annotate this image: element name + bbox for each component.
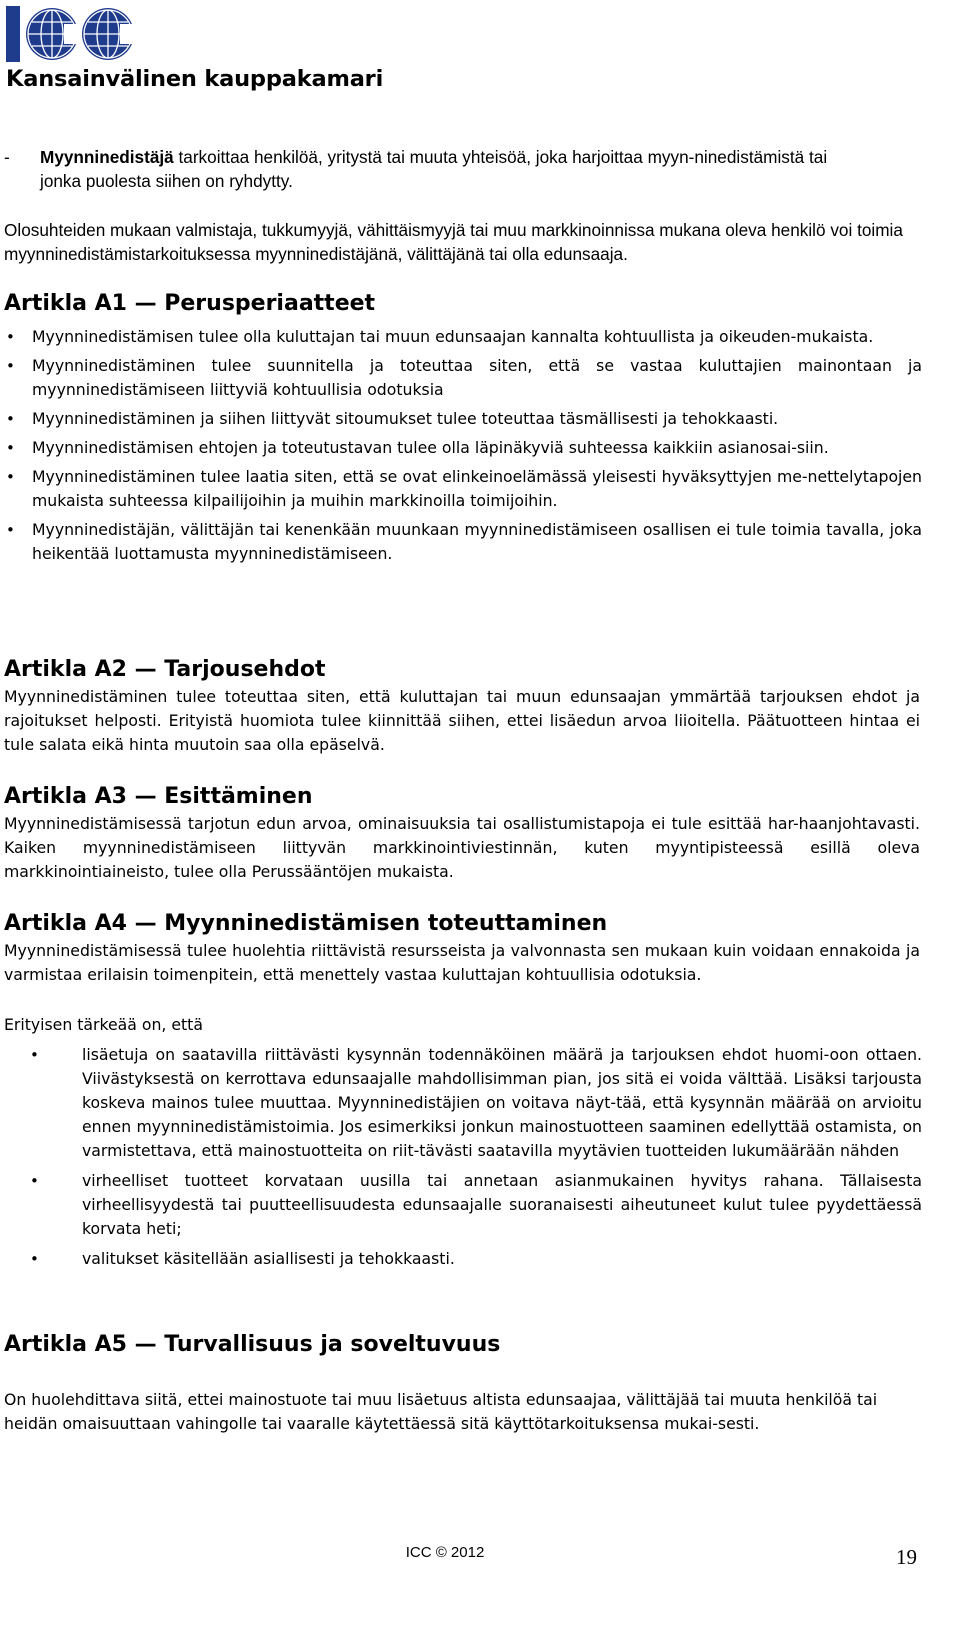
- article-a1-list: [32, 325, 922, 571]
- list-item: • valitukset käsitellään asiallisesti ja tehokkaasti.: [82, 1247, 922, 1271]
- article-a2-text: Myynninedistäminen tulee toteuttaa siten, että kuluttajan tai muun edunsaajan ymmärtää tarjouksen ehdot ja rajoitukset helposti. Erityistä huomiota tulee kiinnittää siihen, ettei lisäedun arvoa liioitella. Päätuotteen hintaa ei tule salata eikä hinta muutoin saa olla epäselvä.: [4, 687, 920, 754]
- article-a4-text: Myynninedistämisessä tulee huolehtia riittävistä resursseista ja valvonnasta sen mukaan kuin voidaan ennakoida ja varmistaa erilaisin toimenpitein, että menettely vastaa kuluttajan kohtuullisia odotuksia.: [4, 941, 920, 984]
- definition-body: tarkoittaa henkilöä, yritystä tai muuta yhteisöä, joka harjoittaa myyn-ninedistämistä tai jonka puolesta siihen on ryhdytty.: [40, 147, 828, 191]
- footer-copyright: ICC © 2012: [405, 1544, 485, 1561]
- article-a2-heading: Artikla A2 — Tarjousehdot: [4, 657, 326, 682]
- organization-name: Kansainvälinen kauppakamari: [6, 66, 384, 92]
- article-a5-heading: Artikla A5 — Turvallisuus ja soveltuvuus: [4, 1332, 501, 1357]
- article-a5-text: On huolehdittava siitä, ettei mainostuote tai muu lisäetuus altista edunsaajaa, välittäjää tai muuta henkilöä tai heidän omaisuuttaan vahingolle tai vaaralle käytettäessä sitä käyttötarkoituksensa mukai-sesti.: [4, 1390, 878, 1433]
- list-item: • Myynninedistäjän, välittäjän tai kenenkään muunkaan myynninedistämiseen osallisen ei tule toimia tavalla, joka heikentää luottamusta myynninedistämiseen.: [32, 518, 922, 566]
- definition-text: [40, 145, 860, 193]
- article-a4-intro: Erityisen tärkeää on, että: [4, 1015, 203, 1034]
- article-a4-heading: Artikla A4 — Myynninedistämisen toteuttaminen: [4, 911, 608, 936]
- page-number: 19: [896, 1545, 917, 1569]
- list-item: • Myynninedistäminen ja siihen liittyvät sitoumukset tulee toteuttaa täsmällisesti ja tehokkaasti.: [32, 407, 922, 431]
- list-item: • Myynninedistäminen tulee suunnitella ja toteuttaa siten, että se vastaa kuluttajien mainontaan ja myynninedistämiseen liittyviä kohtuullisia odotuksia: [32, 354, 922, 402]
- icc-logo: [6, 4, 136, 64]
- list-item: • lisäetuja on saatavilla riittävästi kysynnän todennäköinen määrä ja tarjouksen ehdot huomi-oon ottaen. Viivästyksestä on kerrottava edunsaajalle mahdollisimman pian, jos sitä ei voida välttää. Lisäksi tarjousta koskeva mainos tulee muuttaa. Myynninedistäjien on voitava näyt-tää, että kysynnän määrää on arvioitu ennen myynninedistämistoimia. Jos esimerkiksi jonkun mainostuotteen saaminen edellyttää ostamista, on varmistettava, että mainostuotteita on riit-tävästi saatavilla myytävien tuotteiden lukumäärään nähden: [82, 1043, 922, 1163]
- intro-paragraph: Olosuhteiden mukaan valmistaja, tukkumyyjä, vähittäismyyjä tai muu markkinoinnissa mukana oleva henkilö voi toimia myynninedistämistarkoituksessa myynninedistäjänä, välittäjänä tai olla edunsaaja.: [4, 220, 903, 264]
- list-item: • Myynninedistämisen ehtojen ja toteutustavan tulee olla läpinäkyviä suhteessa kaikkiin asianosai-siin.: [32, 436, 922, 460]
- article-a4-list: [82, 1043, 922, 1277]
- definition-term: Myynninedistäjä: [40, 147, 174, 167]
- article-a3-heading: Artikla A3 — Esittäminen: [4, 784, 313, 809]
- list-item: • virheelliset tuotteet korvataan uusilla tai annetaan asianmukainen hyvitys rahana. Tällaisesta virheellisyydestä tai puutteellisuudesta edunsaajalle suoranaisesti aiheutuneet kulut tulee pyydettäessä korvata heti;: [82, 1169, 922, 1241]
- list-item: • Myynninedistämisen tulee olla kuluttajan tai muun edunsaajan kannalta kohtuullista ja oikeuden-mukaista.: [32, 325, 922, 349]
- list-item: • Myynninedistäminen tulee laatia siten, että se ovat elinkeinoelämässä yleisesti hyväksyttyjen me-nettelytapojen mukaista suhteessa kilpailijoihin ja muihin markkinoilla toimijoihin.: [32, 465, 922, 513]
- article-a1-heading: Artikla A1 — Perusperiaatteet: [4, 291, 376, 316]
- article-a3-text: Myynninedistämisessä tarjotun edun arvoa, ominaisuuksia tai osallistumistapoja ei tule esittää har-haanjohtavasti. Kaiken myynninedistämiseen liittyvän markkinointiviestinnän, kuten myyntipisteessä esillä oleva markkinointiaineisto, tulee olla Perussääntöjen mukaista.: [4, 814, 920, 881]
- definition-paragraph: [4, 145, 40, 169]
- definition-dash: -: [4, 147, 10, 167]
